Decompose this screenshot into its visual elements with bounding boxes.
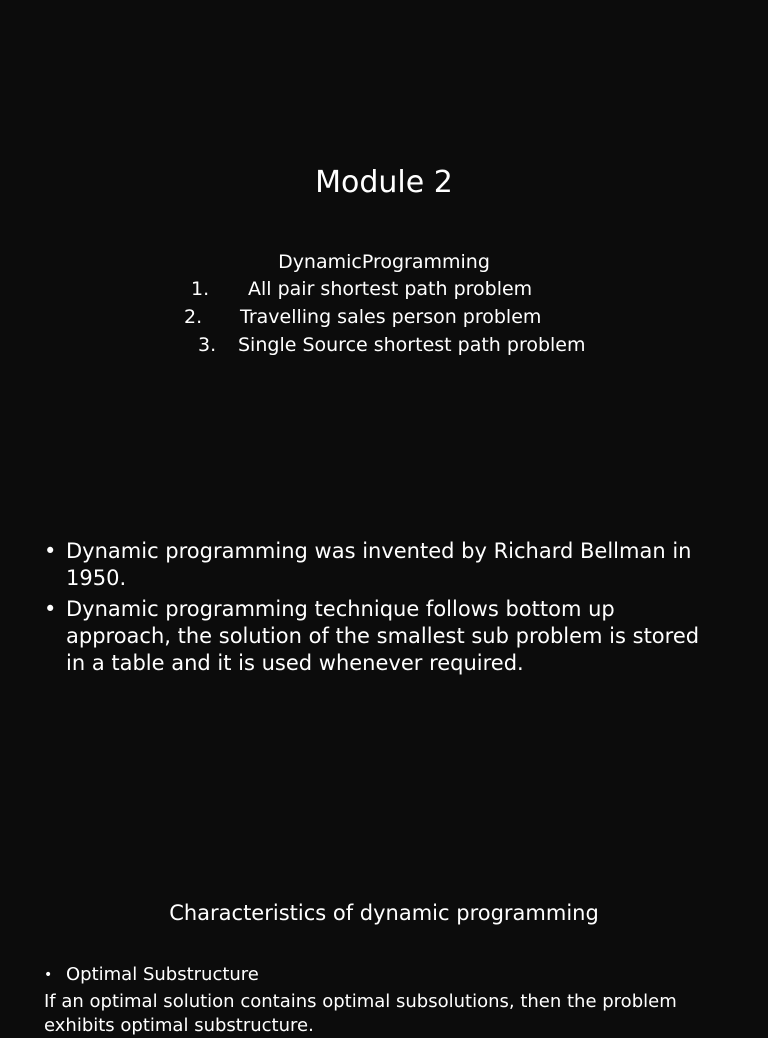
bullet-item [44, 538, 724, 592]
bullet-item [44, 963, 259, 987]
list-number: 1. [191, 278, 210, 300]
bullet-icon: • [44, 597, 57, 621]
bullet-text: Dynamic programming was invented by Richard Bellman in 1950. [66, 539, 692, 590]
bullet-item [44, 596, 724, 677]
bullet-icon: • [44, 967, 53, 983]
bullet-text: Optimal Substructure [66, 964, 259, 985]
list-item: All pair shortest path problem [248, 278, 533, 300]
slide-title: Module 2 [315, 165, 453, 200]
paragraph: If an optimal solution contains optimal subsolutions, then the problem exhibits optimal substructure. [44, 991, 677, 1036]
list-number: 3. [198, 334, 217, 356]
list-number: 2. [184, 306, 203, 328]
slide-subtitle: DynamicProgramming [278, 251, 490, 273]
bullet-icon: • [44, 539, 57, 563]
list-item: Travelling sales person problem [240, 306, 542, 328]
bullet-text: Dynamic programming technique follows bottom up approach, the solution of the smallest sub problem is stored in a table and it is used whenever required. [66, 597, 700, 675]
slide-title: Characteristics of dynamic programming [169, 901, 599, 925]
list-item: Single Source shortest path problem [238, 334, 586, 356]
bullet-list [44, 538, 724, 681]
